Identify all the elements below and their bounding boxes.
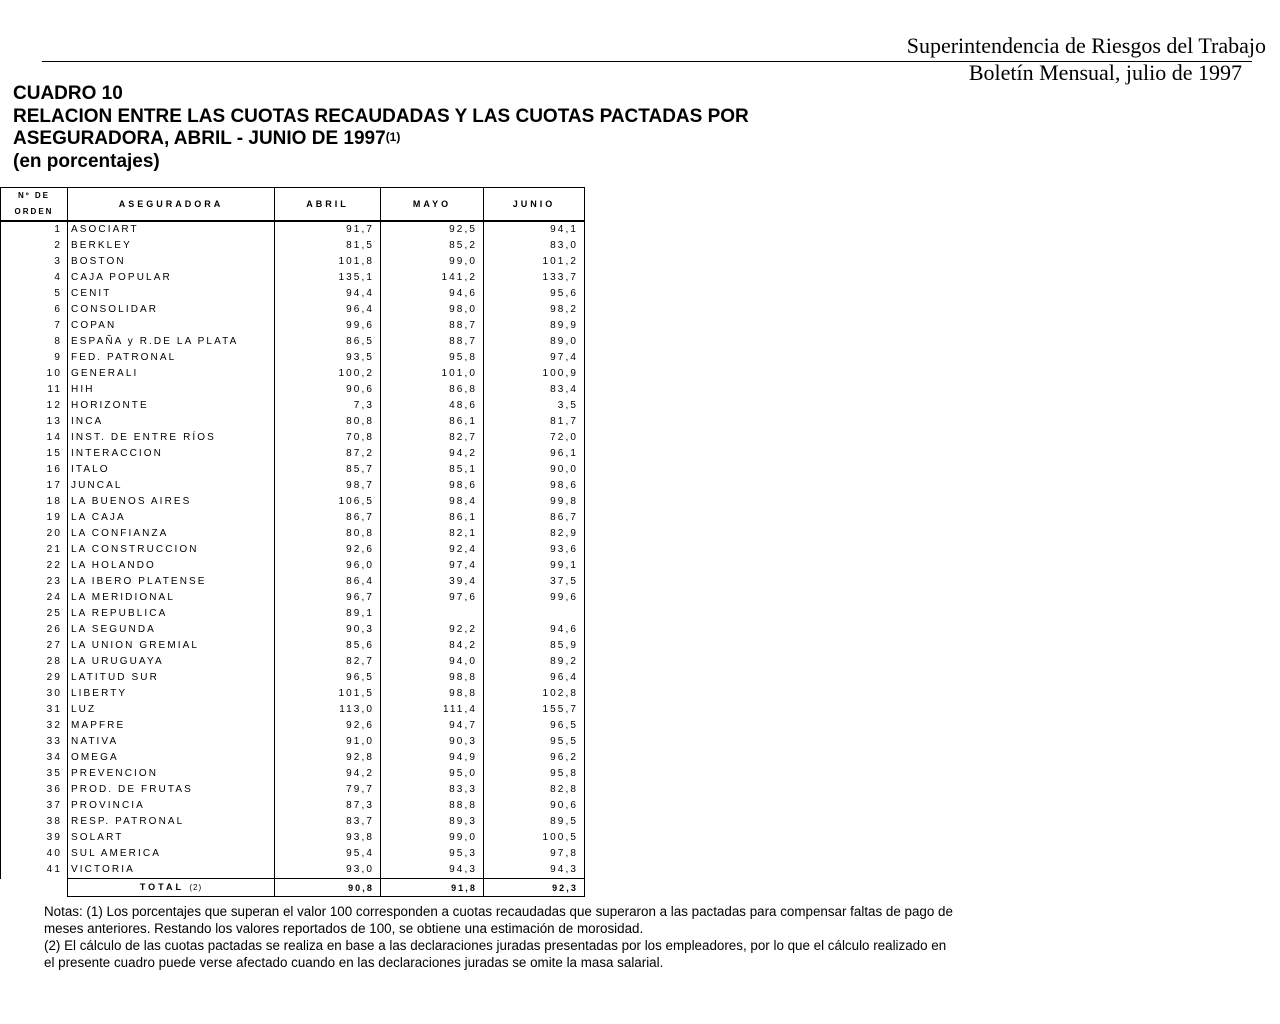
col-header-orden: Nº DE ORDEN <box>1 188 68 222</box>
value-junio: 94,6 <box>484 622 585 638</box>
value-abril: 87,2 <box>275 446 381 462</box>
insurer-name: LA URUGUAYA <box>68 654 275 670</box>
table-row <box>1 558 585 574</box>
insurer-name: INCA <box>68 414 275 430</box>
value-junio: 93,6 <box>484 542 585 558</box>
value-abril: 92,6 <box>275 542 381 558</box>
row-number: 23 <box>1 574 68 590</box>
value-mayo: 88,8 <box>381 798 484 814</box>
row-number: 32 <box>1 718 68 734</box>
title-line-2-text: ASEGURADORA, ABRIL - JUNIO DE 1997 <box>13 128 386 149</box>
value-abril: 7,3 <box>275 398 381 414</box>
note-1: Notas: (1) Los porcentajes que superan el valor 100 corresponden a cuotas recaudadas que superaron a las pactadas para compensar faltas de pago de meses anteriores. Restando los valores reportados de 100, se obtiene una estimación de morosidad. <box>44 904 953 936</box>
value-junio: 83,0 <box>484 238 585 254</box>
row-number: 17 <box>1 478 68 494</box>
insurer-name: LA HOLANDO <box>68 558 275 574</box>
value-abril: 99,6 <box>275 318 381 334</box>
value-abril: 93,0 <box>275 862 381 879</box>
value-abril: 135,1 <box>275 270 381 286</box>
value-mayo: 88,7 <box>381 334 484 350</box>
insurer-name: FED. PATRONAL <box>68 350 275 366</box>
value-junio: 82,8 <box>484 782 585 798</box>
value-abril: 85,6 <box>275 638 381 654</box>
row-number: 9 <box>1 350 68 366</box>
value-junio: 90,0 <box>484 462 585 478</box>
value-junio: 89,9 <box>484 318 585 334</box>
row-number: 20 <box>1 526 68 542</box>
row-number: 8 <box>1 334 68 350</box>
insurer-name: LA MERIDIONAL <box>68 590 275 606</box>
value-mayo: 94,2 <box>381 446 484 462</box>
row-number: 33 <box>1 734 68 750</box>
total-abril: 90,8 <box>275 879 381 897</box>
insurer-name: LA UNION GREMIAL <box>68 638 275 654</box>
table-row <box>1 862 585 879</box>
value-abril: 92,8 <box>275 750 381 766</box>
row-number: 12 <box>1 398 68 414</box>
value-mayo: 95,0 <box>381 766 484 782</box>
insurer-name: LA CONFIANZA <box>68 526 275 542</box>
table-row <box>1 446 585 462</box>
insurer-name: ASOCIART <box>68 221 275 238</box>
table-row <box>1 654 585 670</box>
insurer-name: LATITUD SUR <box>68 670 275 686</box>
table-row <box>1 670 585 686</box>
value-mayo: 101,0 <box>381 366 484 382</box>
table-row <box>1 814 585 830</box>
title-line-2 <box>13 128 749 151</box>
table-row <box>1 270 585 286</box>
row-number: 28 <box>1 654 68 670</box>
table-row <box>1 414 585 430</box>
value-junio: 96,1 <box>484 446 585 462</box>
value-junio: 98,2 <box>484 302 585 318</box>
title-line-1: RELACION ENTRE LAS CUOTAS RECAUDADAS Y LAS CUOTAS PACTADAS POR <box>13 105 749 127</box>
row-number: 18 <box>1 494 68 510</box>
value-junio: 98,6 <box>484 478 585 494</box>
value-abril: 94,2 <box>275 766 381 782</box>
total-blank-cell <box>1 879 68 897</box>
value-abril: 85,7 <box>275 462 381 478</box>
header-organization: Superintendencia de Riesgos del Trabajo <box>906 33 1266 58</box>
row-number: 1 <box>1 221 68 238</box>
table-row <box>1 478 585 494</box>
table-row <box>1 718 585 734</box>
table-row <box>1 398 585 414</box>
value-mayo: 89,3 <box>381 814 484 830</box>
value-abril: 113,0 <box>275 702 381 718</box>
value-mayo: 97,4 <box>381 558 484 574</box>
value-junio: 3,5 <box>484 398 585 414</box>
row-number: 4 <box>1 270 68 286</box>
value-abril: 80,8 <box>275 414 381 430</box>
col-header-aseguradora: ASEGURADORA <box>68 188 275 222</box>
table-row <box>1 766 585 782</box>
cuadro-number: CUADRO 10 <box>13 83 123 104</box>
value-mayo: 99,0 <box>381 830 484 846</box>
value-mayo: 84,2 <box>381 638 484 654</box>
value-mayo: 82,1 <box>381 526 484 542</box>
table-row <box>1 366 585 382</box>
value-junio: 99,6 <box>484 590 585 606</box>
value-abril: 96,7 <box>275 590 381 606</box>
table-row <box>1 606 585 622</box>
table-row <box>1 830 585 846</box>
table-header-row <box>1 188 585 222</box>
insurer-name: MAPFRE <box>68 718 275 734</box>
insurer-name: SOLART <box>68 830 275 846</box>
table-body <box>1 221 585 879</box>
value-mayo: 141,2 <box>381 270 484 286</box>
value-junio: 37,5 <box>484 574 585 590</box>
row-number: 38 <box>1 814 68 830</box>
value-junio: 85,9 <box>484 638 585 654</box>
value-abril: 93,5 <box>275 350 381 366</box>
value-mayo: 86,8 <box>381 382 484 398</box>
title-block <box>13 83 749 173</box>
value-junio: 100,9 <box>484 366 585 382</box>
value-abril: 70,8 <box>275 430 381 446</box>
table-row <box>1 238 585 254</box>
value-junio: 95,8 <box>484 766 585 782</box>
row-number: 16 <box>1 462 68 478</box>
insurer-name: GENERALI <box>68 366 275 382</box>
value-junio: 96,4 <box>484 670 585 686</box>
value-abril: 83,7 <box>275 814 381 830</box>
value-mayo: 90,3 <box>381 734 484 750</box>
value-junio: 133,7 <box>484 270 585 286</box>
value-junio: 82,9 <box>484 526 585 542</box>
insurer-name: LA BUENOS AIRES <box>68 494 275 510</box>
insurer-name: LIBERTY <box>68 686 275 702</box>
insurer-name: LA REPUBLICA <box>68 606 275 622</box>
value-junio: 94,1 <box>484 221 585 238</box>
insurer-name: LA SEGUNDA <box>68 622 275 638</box>
value-abril: 89,1 <box>275 606 381 622</box>
row-number: 14 <box>1 430 68 446</box>
value-junio: 94,3 <box>484 862 585 879</box>
value-mayo: 39,4 <box>381 574 484 590</box>
row-number: 10 <box>1 366 68 382</box>
row-number: 29 <box>1 670 68 686</box>
table-row <box>1 462 585 478</box>
value-junio: 97,4 <box>484 350 585 366</box>
row-number: 21 <box>1 542 68 558</box>
value-mayo: 92,4 <box>381 542 484 558</box>
table-row <box>1 382 585 398</box>
value-abril: 90,6 <box>275 382 381 398</box>
table-row <box>1 798 585 814</box>
insurer-name: CENIT <box>68 286 275 302</box>
insurer-name: SUL AMERICA <box>68 846 275 862</box>
table-row <box>1 846 585 862</box>
total-mayo: 91,8 <box>381 879 484 897</box>
table-row <box>1 334 585 350</box>
value-mayo: 85,2 <box>381 238 484 254</box>
value-mayo: 94,0 <box>381 654 484 670</box>
total-footnote-ref: (2) <box>189 883 203 892</box>
value-mayo <box>381 606 484 622</box>
value-junio: 100,5 <box>484 830 585 846</box>
value-mayo: 99,0 <box>381 254 484 270</box>
table-row <box>1 782 585 798</box>
insurer-name: ITALO <box>68 462 275 478</box>
value-mayo: 88,7 <box>381 318 484 334</box>
value-abril: 80,8 <box>275 526 381 542</box>
row-number: 2 <box>1 238 68 254</box>
row-number: 35 <box>1 766 68 782</box>
value-junio: 83,4 <box>484 382 585 398</box>
value-mayo: 83,3 <box>381 782 484 798</box>
row-number: 30 <box>1 686 68 702</box>
row-number: 19 <box>1 510 68 526</box>
insurer-name: HIH <box>68 382 275 398</box>
row-number: 15 <box>1 446 68 462</box>
value-mayo: 97,6 <box>381 590 484 606</box>
value-abril: 91,7 <box>275 221 381 238</box>
value-mayo: 94,9 <box>381 750 484 766</box>
row-number: 6 <box>1 302 68 318</box>
value-abril: 91,0 <box>275 734 381 750</box>
value-abril: 86,5 <box>275 334 381 350</box>
insurer-name: BERKLEY <box>68 238 275 254</box>
insurer-name: LA CONSTRUCCION <box>68 542 275 558</box>
table-row <box>1 221 585 238</box>
value-junio <box>484 606 585 622</box>
notes-block <box>44 903 954 971</box>
insurer-name: ESPAÑA y R.DE LA PLATA <box>68 334 275 350</box>
value-abril: 93,8 <box>275 830 381 846</box>
row-number: 40 <box>1 846 68 862</box>
col-header-abril: ABRIL <box>275 188 381 222</box>
value-mayo: 86,1 <box>381 510 484 526</box>
table-row <box>1 286 585 302</box>
value-mayo: 98,6 <box>381 478 484 494</box>
value-abril: 100,2 <box>275 366 381 382</box>
total-row <box>1 879 585 897</box>
value-abril: 82,7 <box>275 654 381 670</box>
value-junio: 86,7 <box>484 510 585 526</box>
value-mayo: 86,1 <box>381 414 484 430</box>
value-mayo: 98,8 <box>381 670 484 686</box>
insurer-name: PROD. DE FRUTAS <box>68 782 275 798</box>
value-junio: 155,7 <box>484 702 585 718</box>
insurer-name: CONSOLIDAR <box>68 302 275 318</box>
value-junio: 81,7 <box>484 414 585 430</box>
table-row <box>1 750 585 766</box>
insurer-name: LA IBERO PLATENSE <box>68 574 275 590</box>
insurer-name: PREVENCION <box>68 766 275 782</box>
value-junio: 72,0 <box>484 430 585 446</box>
value-junio: 95,5 <box>484 734 585 750</box>
insurer-name: OMEGA <box>68 750 275 766</box>
insurer-name: NATIVA <box>68 734 275 750</box>
value-abril: 90,3 <box>275 622 381 638</box>
value-junio: 95,6 <box>484 286 585 302</box>
value-mayo: 98,0 <box>381 302 484 318</box>
insurer-name: RESP. PATRONAL <box>68 814 275 830</box>
table-row <box>1 430 585 446</box>
value-abril: 106,5 <box>275 494 381 510</box>
value-junio: 90,6 <box>484 798 585 814</box>
value-abril: 79,7 <box>275 782 381 798</box>
value-abril: 95,4 <box>275 846 381 862</box>
table-row <box>1 302 585 318</box>
row-number: 25 <box>1 606 68 622</box>
value-mayo: 92,2 <box>381 622 484 638</box>
table-row <box>1 622 585 638</box>
value-mayo: 82,7 <box>381 430 484 446</box>
col-header-junio: JUNIO <box>484 188 585 222</box>
cuadro-table <box>0 187 585 897</box>
value-abril: 92,6 <box>275 718 381 734</box>
value-mayo: 95,8 <box>381 350 484 366</box>
row-number: 26 <box>1 622 68 638</box>
value-abril: 94,4 <box>275 286 381 302</box>
value-junio: 99,1 <box>484 558 585 574</box>
insurer-name: CAJA POPULAR <box>68 270 275 286</box>
row-number: 24 <box>1 590 68 606</box>
table-row <box>1 702 585 718</box>
value-junio: 101,2 <box>484 254 585 270</box>
value-mayo: 94,7 <box>381 718 484 734</box>
value-mayo: 48,6 <box>381 398 484 414</box>
table-row <box>1 494 585 510</box>
value-mayo: 85,1 <box>381 462 484 478</box>
insurer-name: LUZ <box>68 702 275 718</box>
value-junio: 89,2 <box>484 654 585 670</box>
value-junio: 96,2 <box>484 750 585 766</box>
value-junio: 102,8 <box>484 686 585 702</box>
value-abril: 101,8 <box>275 254 381 270</box>
value-abril: 96,0 <box>275 558 381 574</box>
value-mayo: 98,4 <box>381 494 484 510</box>
value-abril: 86,4 <box>275 574 381 590</box>
row-number: 39 <box>1 830 68 846</box>
value-abril: 98,7 <box>275 478 381 494</box>
row-number: 7 <box>1 318 68 334</box>
table-row <box>1 638 585 654</box>
value-abril: 96,4 <box>275 302 381 318</box>
value-mayo: 94,6 <box>381 286 484 302</box>
table-row <box>1 526 585 542</box>
row-number: 37 <box>1 798 68 814</box>
table-row <box>1 574 585 590</box>
row-number: 27 <box>1 638 68 654</box>
table-row <box>1 510 585 526</box>
table-row <box>1 254 585 270</box>
value-mayo: 95,3 <box>381 846 484 862</box>
table-row <box>1 734 585 750</box>
table-row <box>1 542 585 558</box>
row-number: 22 <box>1 558 68 574</box>
insurer-name: HORIZONTE <box>68 398 275 414</box>
value-abril: 86,7 <box>275 510 381 526</box>
table-row <box>1 590 585 606</box>
value-mayo: 98,8 <box>381 686 484 702</box>
value-junio: 89,5 <box>484 814 585 830</box>
value-mayo: 94,3 <box>381 862 484 879</box>
table-row <box>1 350 585 366</box>
total-label: TOTAL (2) <box>68 879 275 897</box>
insurer-name: INTERACCION <box>68 446 275 462</box>
value-abril: 87,3 <box>275 798 381 814</box>
insurer-name: COPAN <box>68 318 275 334</box>
note-2: (2) El cálculo de las cuotas pactadas se realiza en base a las declaraciones juradas presentadas por los empleadores, por lo que el cálculo realizado en el presente cuadro puede verse afectado cuando en las declaraciones juradas se omite la masa salarial. <box>44 938 947 970</box>
row-number: 5 <box>1 286 68 302</box>
insurer-name: BOSTON <box>68 254 275 270</box>
value-mayo: 111,4 <box>381 702 484 718</box>
row-number: 3 <box>1 254 68 270</box>
row-number: 41 <box>1 862 68 879</box>
row-number: 34 <box>1 750 68 766</box>
value-junio: 89,0 <box>484 334 585 350</box>
table-row <box>1 686 585 702</box>
value-junio: 96,5 <box>484 718 585 734</box>
value-junio: 99,8 <box>484 494 585 510</box>
insurer-name: INST. DE ENTRE RÍOS <box>68 430 275 446</box>
value-abril: 81,5 <box>275 238 381 254</box>
row-number: 11 <box>1 382 68 398</box>
value-junio: 97,8 <box>484 846 585 862</box>
col-header-mayo: MAYO <box>381 188 484 222</box>
value-abril: 96,5 <box>275 670 381 686</box>
insurer-name: PROVINCIA <box>68 798 275 814</box>
title-subtitle: (en porcentajes) <box>13 150 160 172</box>
insurer-name: LA CAJA <box>68 510 275 526</box>
total-junio: 92,3 <box>484 879 585 897</box>
value-abril: 101,5 <box>275 686 381 702</box>
insurer-name: JUNCAL <box>68 478 275 494</box>
row-number: 13 <box>1 414 68 430</box>
insurer-name: VICTORIA <box>68 862 275 879</box>
header-bulletin: Boletín Mensual, julio de 1997 <box>968 60 1242 85</box>
title-footnote-ref: (1) <box>385 130 401 144</box>
value-mayo: 92,5 <box>381 221 484 238</box>
row-number: 36 <box>1 782 68 798</box>
row-number: 31 <box>1 702 68 718</box>
table-row <box>1 318 585 334</box>
